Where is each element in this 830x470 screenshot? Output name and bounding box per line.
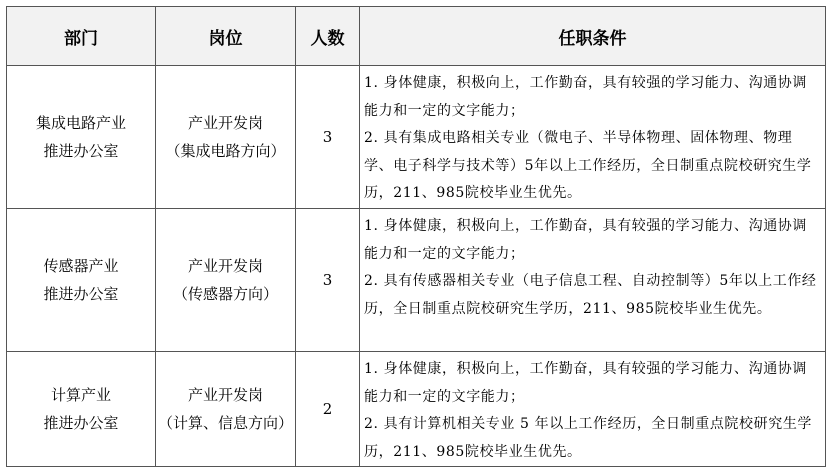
position-direction-line: （计算、信息方向） [157, 414, 293, 432]
department-name-line: 集成电路产业 [35, 114, 126, 132]
headcount-value: 3 [322, 271, 333, 289]
requirement-item: 2. 具有集成电路相关专业（微电子、半导体物理、固体物理、物理学、电子科学与技术等）5年以上工作经历，全日制重点院校研究生学历，211、985院校毕业生优先。 [364, 130, 812, 201]
requirements-cell [360, 352, 826, 467]
requirement-item: 2. 具有计算机相关专业 5 年以上工作经历，全日制重点院校研究生学历，211、985院校毕业生优先。 [364, 416, 813, 460]
header-position: 岗位 [156, 7, 296, 66]
requirement-item: 2. 具有传感器相关专业（电子信息工程、自动控制等）5年以上工作经历，全日制重点院校研究生学历，211、985院校毕业生优先。 [364, 273, 817, 317]
department-cell [7, 352, 156, 467]
position-name-line: 产业开发岗 [187, 114, 263, 132]
position-direction-line: （集成电路方向） [165, 142, 286, 160]
count-cell [296, 66, 360, 209]
headcount-value: 3 [322, 128, 333, 146]
department-name-line: 推进办公室 [43, 414, 119, 432]
department-name-line: 计算产业 [50, 386, 111, 404]
requirement-item: 1. 身体健康，积极向上，工作勤奋，具有较强的学习能力、沟通协调能力和一定的文字能力； [364, 218, 808, 262]
header-department: 部门 [7, 7, 156, 66]
position-direction-line: （传感器方向） [172, 285, 278, 303]
position-name-line: 产业开发岗 [187, 257, 263, 275]
header-count: 人数 [296, 7, 360, 66]
table-row [7, 66, 826, 209]
requirement-item: 1. 身体健康，积极向上，工作勤奋，具有较强的学习能力、沟通协调能力和一定的文字能力； [364, 361, 808, 405]
header-row [7, 7, 826, 66]
requirements-cell [360, 209, 826, 352]
department-name-line: 推进办公室 [43, 285, 119, 303]
count-cell [296, 209, 360, 352]
position-name-line: 产业开发岗 [187, 386, 263, 404]
header-requirements: 任职条件 [360, 7, 826, 66]
headcount-value: 2 [322, 400, 333, 418]
recruitment-table [6, 6, 826, 467]
table-row [7, 352, 826, 467]
requirements-cell [360, 66, 826, 209]
requirement-item: 1. 身体健康，积极向上，工作勤奋，具有较强的学习能力、沟通协调能力和一定的文字能力； [364, 75, 808, 119]
department-name-line: 推进办公室 [43, 142, 119, 160]
position-cell [156, 209, 296, 352]
table-row [7, 209, 826, 352]
position-cell [156, 66, 296, 209]
department-cell [7, 66, 156, 209]
position-cell [156, 352, 296, 467]
count-cell [296, 352, 360, 467]
department-cell [7, 209, 156, 352]
department-name-line: 传感器产业 [43, 257, 119, 275]
